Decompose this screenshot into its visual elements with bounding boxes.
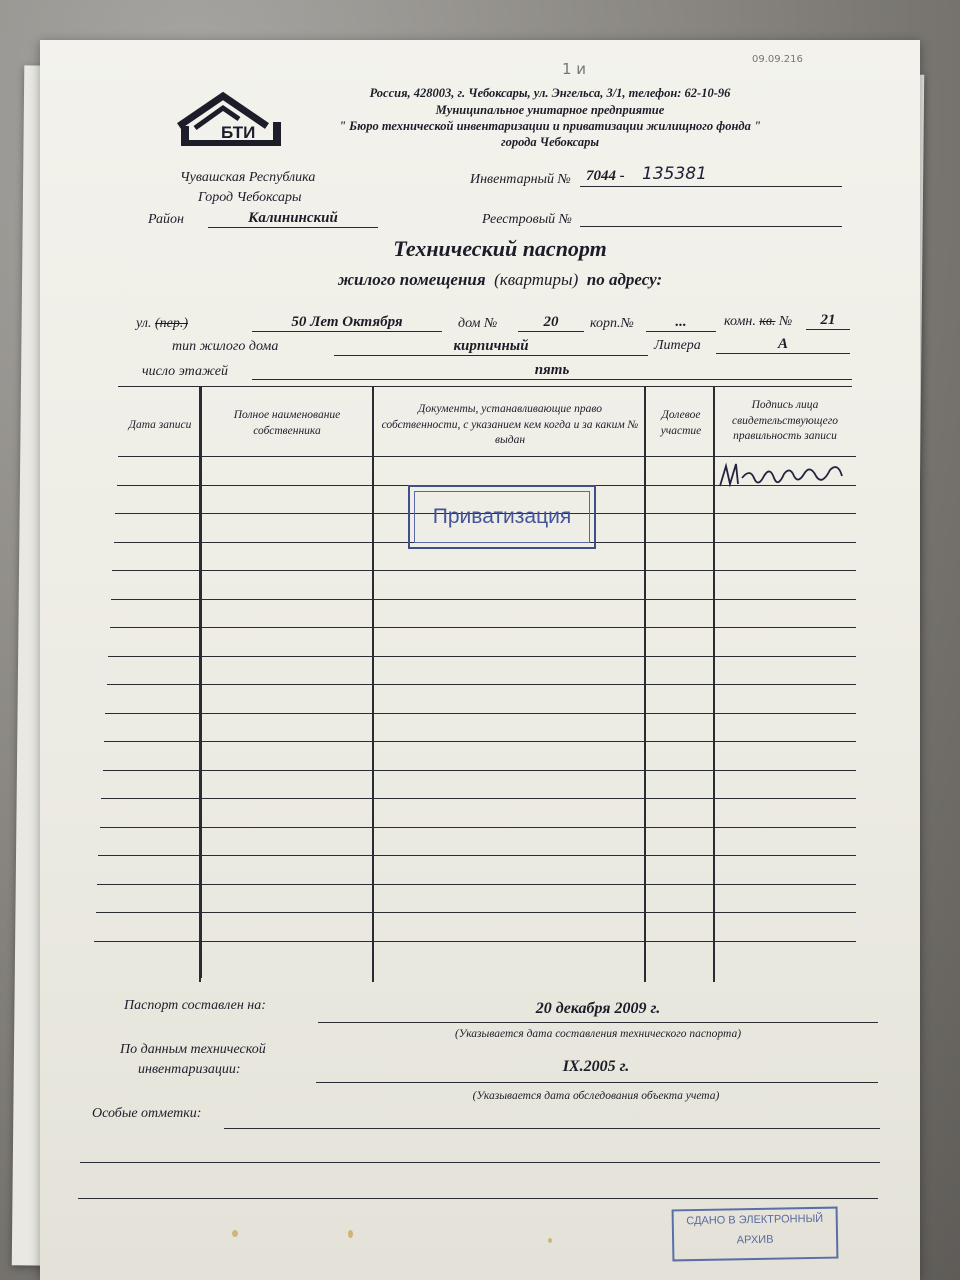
notes-label: Особые отметки: (92, 1106, 202, 1121)
col-header-documents: Документы, устанавливающие право собственности, с указанием кем когда и за каким № выдан (381, 403, 639, 447)
table-row-line (100, 827, 856, 828)
city-label: Город Чебоксары (198, 190, 302, 205)
room-label-text: комн. (724, 314, 756, 329)
pencil-note: 1 и (562, 60, 587, 78)
inventory-handwritten: 135381 (642, 164, 707, 184)
building-value: ... (646, 314, 716, 332)
floors-value: пять (252, 362, 852, 380)
table-row-line (110, 627, 856, 628)
stain-3 (548, 1238, 552, 1243)
inventory-date-line (316, 1082, 878, 1083)
stain-1 (232, 1230, 238, 1237)
inventory-label: Инвентарный № (470, 172, 571, 187)
table-row-line (104, 741, 856, 742)
street-label-text: ул. (136, 316, 152, 331)
house-type-value: кирпичный (334, 338, 648, 356)
inventory-printed: 7044 - (586, 168, 625, 184)
room-value: 21 (806, 312, 850, 330)
table-row-line (96, 912, 856, 913)
table-row-line (111, 599, 856, 600)
col-header-date: Дата записи (128, 419, 192, 431)
litera-value: А (716, 336, 850, 354)
street-value: 50 Лет Октября (252, 314, 442, 332)
signature-text: Николаева (716, 458, 721, 459)
col-header-owner: Полное наименование собственника (233, 409, 341, 437)
logo-text: БТИ (221, 123, 256, 142)
house-label: дом № (458, 316, 498, 331)
table-row-line (101, 798, 856, 799)
inventory-date-value: IX.2005 г. (562, 1058, 630, 1075)
subtitle-part1: жилого помещения (337, 270, 486, 289)
table-row-line (107, 684, 856, 685)
floors-label: число этажей (142, 364, 228, 379)
archive-stamp-line-1: СДАНО В ЭЛЕКТРОННЫЙ (686, 1212, 824, 1228)
corner-pencil-note: 09.09.216 (752, 54, 803, 65)
org-name: " Бюро технической инвентаризации и приватизации жилищного фонда " (339, 119, 761, 133)
table-row-line (108, 656, 856, 657)
compiled-value: 20 декабря 2009 г. (535, 1000, 661, 1017)
house-type-label: тип жилого дома (172, 339, 279, 354)
room-no-sign: № (779, 314, 793, 329)
archive-stamp (672, 1207, 839, 1262)
district-label: Район (148, 212, 184, 227)
room-struck: кв. (759, 314, 776, 329)
technical-passport-page (40, 40, 920, 1280)
table-row-line (94, 941, 856, 942)
compiled-label: Паспорт составлен на: (124, 998, 266, 1013)
col-header-signature: Подпись лица свидетельствующего правильность записи (731, 399, 839, 443)
org-city: города Чебоксары (500, 135, 600, 149)
compiled-line (318, 1022, 878, 1023)
compiled-hint: (Указывается дата составления технического паспорта) (454, 1028, 742, 1040)
table-row-line (105, 713, 856, 714)
col-header-share: Долевое участие (660, 409, 702, 437)
org-type: Муниципальное унитарное предприятие (435, 103, 665, 117)
table-row-line (112, 570, 856, 571)
privatization-stamp-text: Приватизация (432, 505, 572, 528)
subtitle-part3: по адресу: (586, 270, 663, 289)
litera-label: Литера (654, 338, 701, 353)
inventory-date-label-2: инвентаризации: (138, 1062, 241, 1077)
building-label: корп.№ (590, 316, 634, 331)
republic-label: Чувашская Республика (180, 170, 316, 185)
table-row-line (97, 884, 856, 885)
district-value: Калининский (208, 210, 378, 228)
table-row-line (103, 770, 856, 771)
table-top-border (118, 386, 852, 387)
privatization-stamp (408, 485, 596, 549)
archive-stamp-line-2: АРХИВ (736, 1233, 774, 1247)
notes-line-1 (224, 1128, 880, 1129)
registry-label: Реестровый № (482, 212, 572, 227)
notes-line-2 (80, 1162, 880, 1163)
inventory-date-hint: (Указывается дата обследования объекта учета) (472, 1090, 720, 1102)
org-address: Россия, 428003, г. Чебоксары, ул. Энгельса, 3/1, телефон: 62-10-96 (369, 86, 731, 100)
house-value: 20 (518, 314, 584, 332)
stain-2 (348, 1230, 353, 1238)
street-struck: (пер.) (154, 316, 188, 331)
document-title: Технический паспорт (393, 236, 607, 261)
subtitle-part2: (квартиры) (494, 270, 579, 289)
signature (716, 458, 856, 499)
table-row-line (98, 855, 856, 856)
inventory-date-label-1: По данным технической (120, 1042, 266, 1057)
notes-line-3 (78, 1198, 878, 1199)
